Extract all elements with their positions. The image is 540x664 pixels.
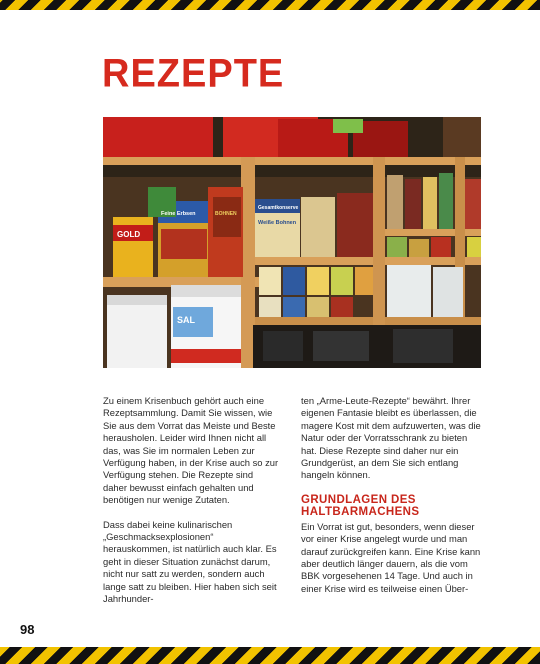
paragraph: Ein Vorrat ist gut, besonders, wenn dieser vor einer Krise angelegt wurde und man darauf zurückgreifen kann. Eine Krise kann aber deutlich länger dauern, als die vom BBK vorgesehenen 14 Tage. Und auch in einer Krise wird es teilweise einen Über- bbox=[301, 520, 481, 594]
text-column-left bbox=[103, 395, 279, 606]
paragraph: ten „Arme-Leute-Rezepte“ bewährt. Ihrer eigenen Fantasie bleibt es überlassen, die magere Kost mit dem aufzuwerten, was die Natur oder der Vorratsschrank zu bieten hat. Diese Rezepte sind daher nur ein Grundgerüst, an dem Sie sich entlang hangeln können. bbox=[301, 395, 481, 481]
jar-label-bohnen: Weiße Bohnen bbox=[258, 220, 297, 226]
jar-label: BOHNEN bbox=[215, 211, 237, 217]
hazard-stripe-bottom bbox=[0, 647, 540, 664]
section-heading: GRUNDLAGEN DES HALTBARMACHENS bbox=[301, 493, 420, 519]
pantry-photo bbox=[103, 117, 481, 368]
can-label-erbsen: Feine Erbsen bbox=[161, 211, 196, 217]
can-label-konserve: Gesamtkonserve bbox=[258, 205, 299, 211]
paragraph: Zu einem Krisenbuch gehört auch eine Rezeptsammlung. Damit Sie wissen, wie Sie aus dem Vorrat das Meiste und Beste herausholen. Leider wird Ihnen nicht all das, was Sie im normalen Leben zur Verfügung haben, in der Krise auch so zur Verfügung stehen. Die Rezepte sind daher bewusst einfach gehalten und benötigen nur wenige Zutaten. bbox=[103, 395, 279, 506]
bucket-label: SAL bbox=[177, 315, 195, 325]
text-column-right bbox=[301, 395, 482, 595]
hazard-stripe-top bbox=[0, 0, 540, 10]
can-label-gold: GOLD bbox=[117, 230, 141, 239]
paragraph: Dass dabei keine kulinarischen „Geschmacksexplosionen“ herauskommen, ist natürlich auch klar. Es geht in dieser Situation zunächst darum, nicht nur satt zu werden, sondern auch lange satt zu bleiben. Hier haben sich seit Jahrhunder- bbox=[103, 518, 277, 605]
page-title: REZEPTE bbox=[102, 51, 285, 97]
pantry-illustration bbox=[103, 117, 481, 368]
page-number: 98 bbox=[20, 622, 35, 637]
